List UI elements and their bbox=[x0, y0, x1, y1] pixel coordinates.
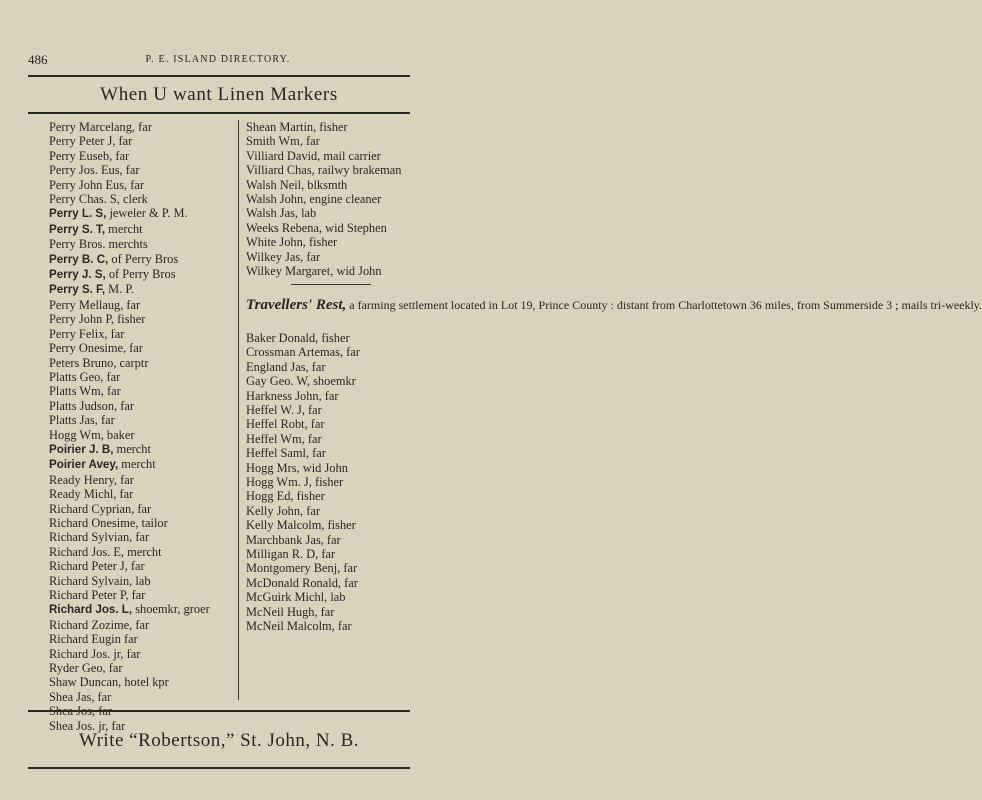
listing-text: Hogg Wm, baker bbox=[49, 427, 135, 442]
list-item bbox=[49, 399, 235, 413]
list-item bbox=[49, 632, 235, 646]
list-item: Wilkey Jas, far bbox=[246, 249, 321, 264]
bold-listing-name: Poirier Avey, bbox=[49, 458, 119, 472]
list-item: Walsh Jas, lab bbox=[246, 206, 317, 221]
place-description-text: a farming settlement located in Lot 19, Prince County : distant from Charlottetown 36 miles, from Summerside 3 ; mails tri-weekly. bbox=[346, 298, 982, 313]
listing-text: Perry Onesime, far bbox=[49, 341, 143, 356]
header-rule bbox=[28, 75, 410, 77]
list-item: McNeil Hugh, far bbox=[246, 604, 335, 619]
list-item: Marchbank Jas, far bbox=[246, 532, 341, 547]
list-item: McDonald Ronald, far bbox=[246, 575, 358, 590]
list-item bbox=[49, 545, 235, 559]
listing-text: mercht bbox=[105, 221, 143, 236]
listing-text: M. P. bbox=[105, 282, 135, 297]
list-item: Weeks Rebena, wid Stephen bbox=[246, 220, 387, 235]
listing-text: Richard Zozime, far bbox=[49, 617, 150, 632]
listing-text: Platts Wm, far bbox=[49, 384, 121, 399]
list-item: McNeil Malcolm, far bbox=[246, 619, 352, 634]
list-item: Harkness John, far bbox=[246, 388, 339, 403]
bold-listing-name: Perry L. S, bbox=[49, 207, 107, 221]
listing-text: Platts Geo, far bbox=[49, 369, 121, 384]
list-item: England Jas, far bbox=[246, 359, 326, 374]
list-item: Hogg Wm. J, fisher bbox=[246, 475, 344, 490]
list-item bbox=[49, 502, 235, 516]
list-item bbox=[49, 134, 235, 148]
listing-text: Richard Jos. E, mercht bbox=[49, 544, 162, 559]
list-item bbox=[49, 178, 235, 192]
listing-text: mercht bbox=[118, 457, 156, 472]
list-item bbox=[49, 428, 235, 442]
listing-text: Perry Mellaug, far bbox=[49, 297, 141, 312]
list-item: Baker Donald, fisher bbox=[246, 330, 350, 345]
listing-text: Richard Peter P, far bbox=[49, 588, 146, 602]
list-item bbox=[49, 341, 235, 355]
list-item: Wilkey Margaret, wid John bbox=[246, 264, 382, 279]
list-item bbox=[49, 661, 235, 675]
section-divider bbox=[246, 284, 418, 285]
right-column-listings bbox=[246, 120, 982, 634]
bold-listing-name: Perry S. F, bbox=[49, 283, 106, 297]
list-item bbox=[49, 384, 235, 398]
list-item bbox=[49, 690, 235, 704]
list-item bbox=[49, 356, 235, 370]
list-item: Smith Wm, far bbox=[246, 134, 320, 149]
list-item: Heffel W. J, far bbox=[246, 403, 322, 417]
listing-text: Perry Marcelang, far bbox=[49, 120, 152, 134]
listing-text: Platts Judson, far bbox=[49, 398, 135, 413]
bold-listing-name: Perry J. S, bbox=[49, 268, 106, 282]
list-item bbox=[49, 252, 235, 267]
listing-text: Richard Eugin far bbox=[49, 632, 138, 647]
bold-listing-name: Richard Jos. L, bbox=[49, 603, 133, 617]
banner-rule bbox=[28, 112, 410, 114]
list-item bbox=[49, 222, 235, 237]
listing-text: Perry Bros. merchts bbox=[49, 237, 148, 252]
list-item bbox=[49, 487, 235, 501]
listing-text: Perry Euseb, far bbox=[49, 148, 130, 163]
list-item bbox=[49, 530, 235, 544]
list-item: Villiard David, mail carrier bbox=[246, 148, 381, 163]
list-item bbox=[49, 588, 235, 602]
list-item bbox=[49, 559, 235, 573]
list-item bbox=[49, 206, 235, 221]
list-item: Walsh Neil, blksmth bbox=[246, 177, 348, 192]
list-item: White John, fisher bbox=[246, 235, 338, 250]
footer-rule-bottom bbox=[28, 767, 410, 769]
listing-text: shoemkr, groer bbox=[132, 602, 210, 617]
listing-text: Richard Peter J, far bbox=[49, 559, 145, 574]
top-advertisement-banner: When U want Linen Markers bbox=[100, 84, 338, 105]
bottom-advertisement-footer: Write “Robertson,” St. John, N. B. bbox=[78, 730, 360, 751]
listing-text: Perry John Eus, far bbox=[49, 177, 144, 192]
list-item bbox=[49, 327, 235, 341]
list-item bbox=[49, 516, 235, 530]
listing-text: mercht bbox=[113, 441, 151, 456]
list-item bbox=[49, 370, 235, 384]
listing-text: Ready Michl, far bbox=[49, 487, 134, 502]
list-item bbox=[49, 267, 235, 282]
listing-text: Shea Jas, far bbox=[49, 689, 112, 704]
listing-text: Perry Felix, far bbox=[49, 326, 125, 341]
listing-text: Ryder Geo, far bbox=[49, 661, 123, 676]
list-item: Heffel Wm, far bbox=[246, 431, 322, 446]
listing-text: of Perry Bros bbox=[108, 251, 179, 266]
list-item bbox=[49, 298, 235, 312]
listing-text: Perry Peter J, far bbox=[49, 134, 133, 149]
list-item: Heffel Saml, far bbox=[246, 446, 326, 461]
list-item bbox=[49, 618, 235, 632]
list-item bbox=[49, 192, 235, 206]
bold-listing-name: Perry B. C, bbox=[49, 252, 109, 266]
bold-listing-name: Poirier J. B, bbox=[49, 442, 114, 456]
bold-listing-name: Perry S. T, bbox=[49, 222, 106, 236]
list-item: Hogg Mrs, wid John bbox=[246, 460, 348, 475]
list-item bbox=[49, 647, 235, 661]
list-item: Kelly John, far bbox=[246, 503, 320, 518]
left-column-listings bbox=[49, 120, 235, 733]
list-item bbox=[49, 574, 235, 588]
list-item: Crossman Artemas, far bbox=[246, 345, 360, 360]
listing-text: of Perry Bros bbox=[105, 267, 176, 282]
list-item bbox=[49, 149, 235, 163]
page-header bbox=[28, 52, 408, 68]
list-item bbox=[49, 442, 235, 457]
listing-text: Platts Jas, far bbox=[49, 413, 115, 428]
list-item bbox=[49, 237, 235, 251]
list-item: Hogg Ed, fisher bbox=[246, 489, 325, 504]
listing-text: Perry John P, fisher bbox=[49, 312, 146, 327]
listing-text: Perry Jos. Eus, far bbox=[49, 163, 140, 178]
list-item: Walsh John, engine cleaner bbox=[246, 192, 382, 207]
listing-text: Shaw Duncan, hotel kpr bbox=[49, 675, 169, 690]
column-divider bbox=[238, 120, 239, 700]
list-item: Villiard Chas, railwy brakeman bbox=[246, 163, 402, 178]
listing-text: Richard Sylvain, lab bbox=[49, 573, 151, 588]
list-item bbox=[49, 312, 235, 326]
list-item bbox=[49, 473, 235, 487]
list-item bbox=[49, 457, 235, 472]
place-name: Travellers' Rest, bbox=[246, 297, 347, 314]
list-item: Milligan R. D, far bbox=[246, 547, 336, 562]
listing-text: Peters Bruno, carptr bbox=[49, 355, 149, 370]
listing-text: Richard Onesime, tailor bbox=[49, 515, 168, 530]
listing-text: Shea Jos. jr, far bbox=[49, 718, 126, 733]
page-number: 486 bbox=[28, 52, 48, 67]
list-item bbox=[49, 413, 235, 427]
list-item: Gay Geo. W, shoemkr bbox=[246, 374, 356, 389]
list-item: Kelly Malcolm, fisher bbox=[246, 518, 356, 533]
list-item bbox=[49, 282, 235, 297]
list-item bbox=[49, 675, 235, 689]
listing-text: Richard Sylvian, far bbox=[49, 530, 150, 545]
listing-text: jeweler & P. M. bbox=[106, 206, 188, 221]
list-item bbox=[49, 163, 235, 177]
list-item: Heffel Robt, far bbox=[246, 417, 325, 432]
footer-rule-top bbox=[28, 710, 410, 712]
place-description bbox=[246, 297, 982, 314]
list-item bbox=[49, 602, 235, 617]
list-item: Shean Martin, fisher bbox=[246, 120, 348, 134]
running-title: P. E. ISLAND DIRECTORY. bbox=[145, 54, 291, 65]
listing-text: Richard Jos. jr, far bbox=[49, 646, 141, 661]
listing-text: Perry Chas. S, clerk bbox=[49, 192, 148, 207]
list-item: Montgomery Benj, far bbox=[246, 561, 358, 576]
listing-text: Ready Henry, far bbox=[49, 472, 134, 487]
listing-text: Richard Cyprian, far bbox=[49, 501, 152, 516]
list-item: McGuirk Michl, lab bbox=[246, 590, 346, 605]
list-item bbox=[49, 120, 235, 134]
